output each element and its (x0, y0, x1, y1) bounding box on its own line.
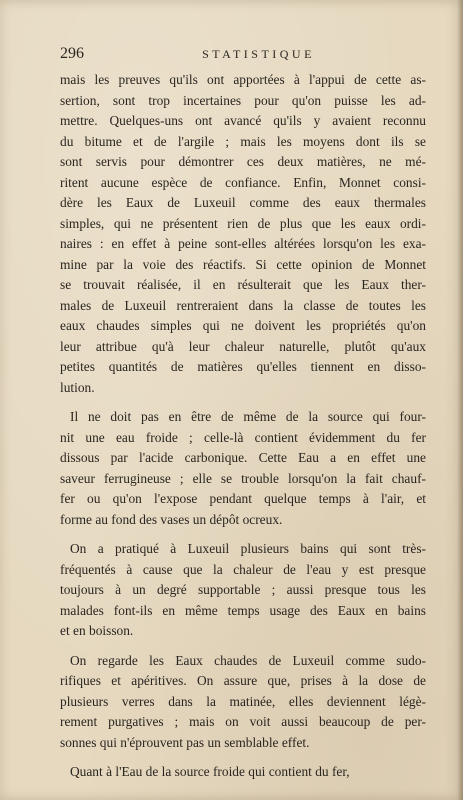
text-line: rifiques et apéritives. On assure que, prises à la dose de (60, 673, 426, 688)
page-body (60, 70, 426, 783)
text-line: leur attribue qu'à leur chaleur naturelle, plutôt qu'aux (60, 338, 426, 354)
page-number: 296 (60, 45, 84, 62)
page-edge-shadow (457, 0, 463, 800)
text-line: On regarde les Eaux chaudes de Luxeuil comme sudo- (70, 652, 426, 668)
paragraph (60, 762, 426, 783)
text-line: sertion, sont trop incertaines pour qu'on puisse les ad- (60, 92, 426, 108)
text-line: et en boisson. (60, 623, 134, 638)
text-line: sont servis pour démontrer ces deux matières, ne mé- (60, 154, 426, 169)
text-line: toujours à un degré supportable ; aussi presque tous les (60, 582, 426, 597)
text-line: mais les preuves qu'ils ont apportées à l'appui de cette as- (60, 72, 426, 87)
text-line: dissous par l'acide carbonique. Cette Eau a en effet une (60, 450, 426, 465)
paragraph (60, 407, 426, 530)
text-line: simples, qui ne présentent rien de plus que les eaux ordi- (60, 215, 426, 231)
page-header (60, 45, 421, 67)
text-line: lution. (60, 379, 95, 395)
text-line: du bitume et de l'argile ; mais les moyens dont ils se (60, 133, 426, 149)
text-line: eaux chaudes simples qui ne doivent les propriétés qu'on (60, 318, 426, 333)
text-line: se trouvait réalisée, il en résulterait que les Eaux ther- (60, 277, 426, 292)
paragraph-gap (60, 642, 426, 651)
paragraph (60, 651, 426, 754)
text-line: forme au fond des vases un dépôt ocreux. (60, 511, 283, 527)
text-line: Il ne doit pas en être de même de la source qui four- (70, 409, 426, 424)
text-line: mettre. Quelques-uns ont avancé qu'ils y avaient reconnu (60, 113, 426, 128)
text-line: mine par la voie des réactifs. Si cette opinion de Monnet (60, 256, 426, 272)
paragraph (60, 70, 426, 398)
text-line: rement purgatives ; mais on voit aussi beaucoup de per- (60, 714, 426, 729)
text-line: petites quantités de matières qu'elles tiennent en disso- (60, 359, 426, 374)
text-line: malades font-ils en même temps usage des Eaux en bains (60, 602, 426, 618)
paragraph (60, 539, 426, 642)
text-line: males de Luxeuil rentreraient dans la classe de toutes les (60, 297, 426, 313)
text-line: plusieurs verres dans la matinée, elles deviennent légè- (60, 693, 426, 709)
text-line: sonnes qui n'éprouvent pas un semblable effet. (60, 734, 310, 750)
paragraph-gap (60, 398, 426, 407)
paragraph-gap (60, 530, 426, 539)
text-line: On a pratiqué à Luxeuil plusieurs bains qui sont très- (70, 541, 426, 556)
text-line: dère les Eaux de Luxeuil comme des eaux thermales (60, 195, 426, 210)
text-line: Quant à l'Eau de la source froide qui contient du fer, (70, 764, 350, 779)
text-line: ritent aucune espèce de confiance. Enfin, Monnet consi- (60, 174, 426, 190)
text-line: saveur ferrugineuse ; elle se trouble lorsqu'on la fait chauf- (60, 470, 426, 486)
text-line: nit une eau froide ; celle-là contient évidemment du fer (60, 429, 426, 445)
running-head: STATISTIQUE (202, 47, 315, 61)
text-line: fréquentés à cause que la chaleur de l'eau y est presque (60, 561, 426, 577)
paragraph-gap (60, 753, 426, 762)
text-line: naires : en effet à peine sont-elles altérées lorsqu'on les exa- (60, 236, 426, 251)
text-line: fer ou qu'on l'expose pendant quelque temps à l'air, et (60, 491, 426, 506)
